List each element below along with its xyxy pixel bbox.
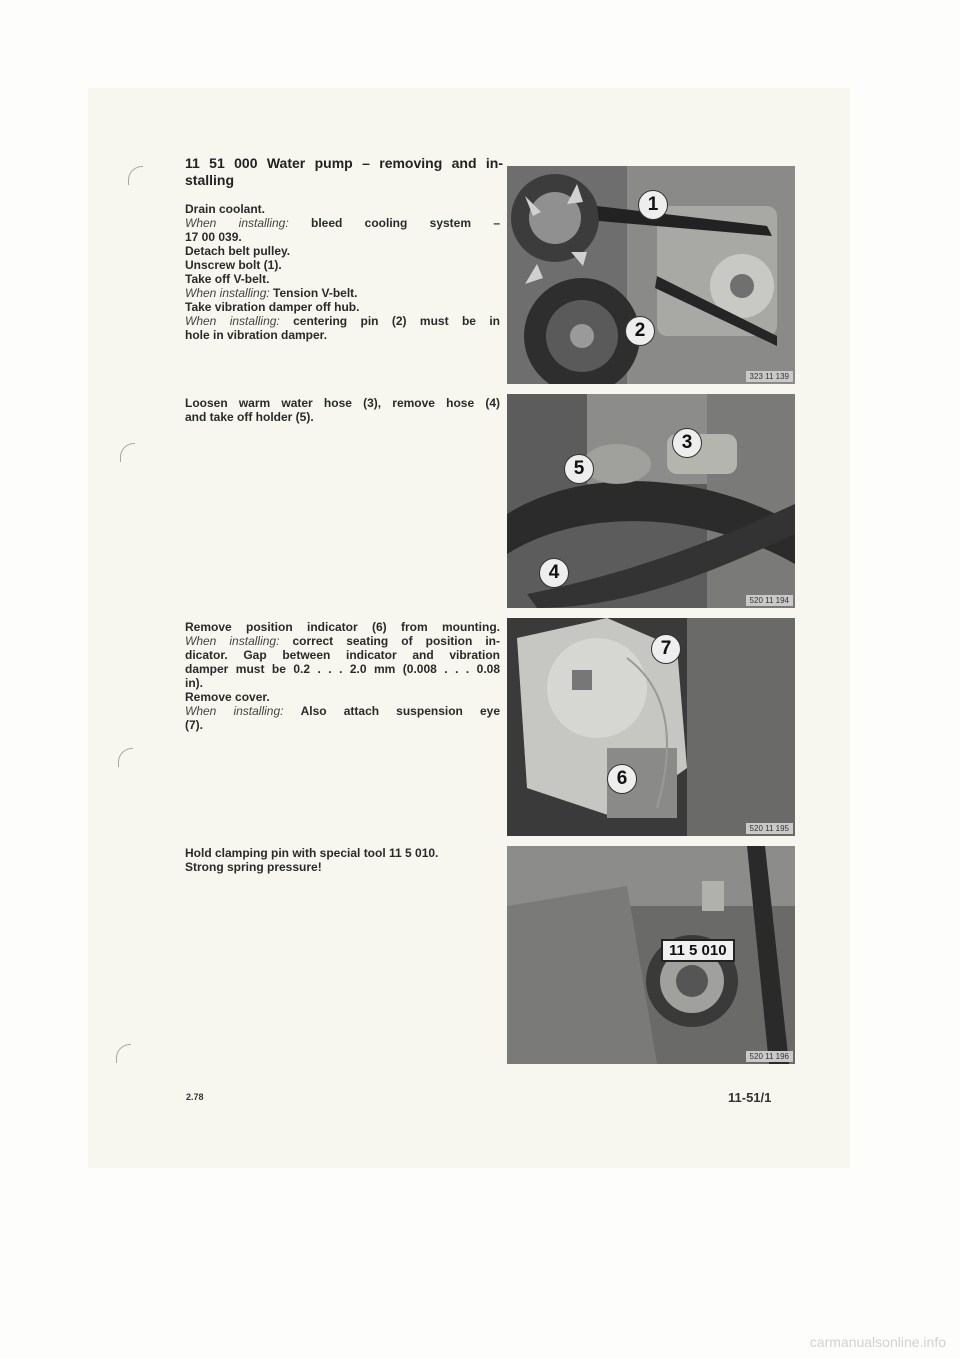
step-text-1 <box>185 202 500 342</box>
text-line <box>185 634 500 648</box>
tool-label: 11 5 010 <box>661 939 735 962</box>
step-text-4 <box>185 846 500 874</box>
text-span: Also attach suspension eye <box>300 704 500 718</box>
callout-2: 2 <box>625 316 655 346</box>
text-line: 17 00 039. <box>185 230 242 244</box>
photo-id: 520 11 195 <box>746 823 793 834</box>
when-installing-label: When installing: <box>185 314 294 328</box>
watermark: carmanualsonline.info <box>809 1334 946 1350</box>
photo-id: 520 11 194 <box>746 595 793 606</box>
title-line: 11 51 000 Water pump – removing and in- <box>185 155 503 171</box>
text-line <box>185 314 500 328</box>
step-text-2 <box>185 396 500 424</box>
photo-id: 323 11 139 <box>746 371 793 382</box>
step-text-3 <box>185 620 500 732</box>
photo-id: 520 11 196 <box>746 1051 793 1062</box>
when-installing-label: When installing: <box>185 634 293 648</box>
callout-7: 7 <box>651 634 681 664</box>
text-line <box>185 286 500 300</box>
footer-date: 2.78 <box>186 1092 204 1102</box>
callout-5: 5 <box>564 454 594 484</box>
text-line: Strong spring pressure! <box>185 860 322 874</box>
when-installing-label: When installing: <box>185 216 312 230</box>
text-span: bleed cooling system – <box>311 216 501 230</box>
text-line: hole in vibration damper. <box>185 328 328 342</box>
text-line: and take off holder (5). <box>185 410 314 424</box>
text-span: correct seating of position in- <box>292 634 500 648</box>
text-line: Take vibration damper off hub. <box>185 300 360 314</box>
text-line: dicator. Gap between indicator and vibration <box>185 648 500 662</box>
footer-page-number: 11-51/1 <box>728 1090 772 1105</box>
photo-special-tool <box>507 846 795 1064</box>
text-line: Hold clamping pin with special tool 11 5 010. <box>185 846 439 860</box>
text-line <box>185 216 500 230</box>
title-line: stalling <box>185 172 235 188</box>
text-line: Drain coolant. <box>185 202 266 216</box>
callout-6: 6 <box>607 764 637 794</box>
text-line: Remove cover. <box>185 690 270 704</box>
text-span: centering pin (2) must be in <box>293 314 500 328</box>
text-line: Detach belt pulley. <box>185 244 291 258</box>
page-title <box>185 155 503 189</box>
text-line: Take off V-belt. <box>185 272 270 286</box>
text-span: Tension V-belt. <box>273 286 358 300</box>
text-line: damper must be 0.2 . . . 2.0 mm (0.008 . . . 0.08 <box>185 662 500 676</box>
photo-water-hoses <box>507 394 795 608</box>
photo-position-indicator <box>507 618 795 836</box>
photo-belt-pulley <box>507 166 795 384</box>
callout-3: 3 <box>672 428 702 458</box>
callout-4: 4 <box>539 558 569 588</box>
when-installing-label: When installing: <box>185 704 301 718</box>
text-line <box>185 704 500 718</box>
text-line: in). <box>185 676 203 690</box>
callout-1: 1 <box>638 190 668 220</box>
text-line: Unscrew bolt (1). <box>185 258 282 272</box>
when-installing-label: When installing: <box>185 286 274 300</box>
photo-special-tool-image <box>507 846 795 1064</box>
text-line: (7). <box>185 718 203 732</box>
text-line: Loosen warm water hose (3), remove hose (4) <box>185 396 500 410</box>
text-line: Remove position indicator (6) from mounting. <box>185 620 500 634</box>
